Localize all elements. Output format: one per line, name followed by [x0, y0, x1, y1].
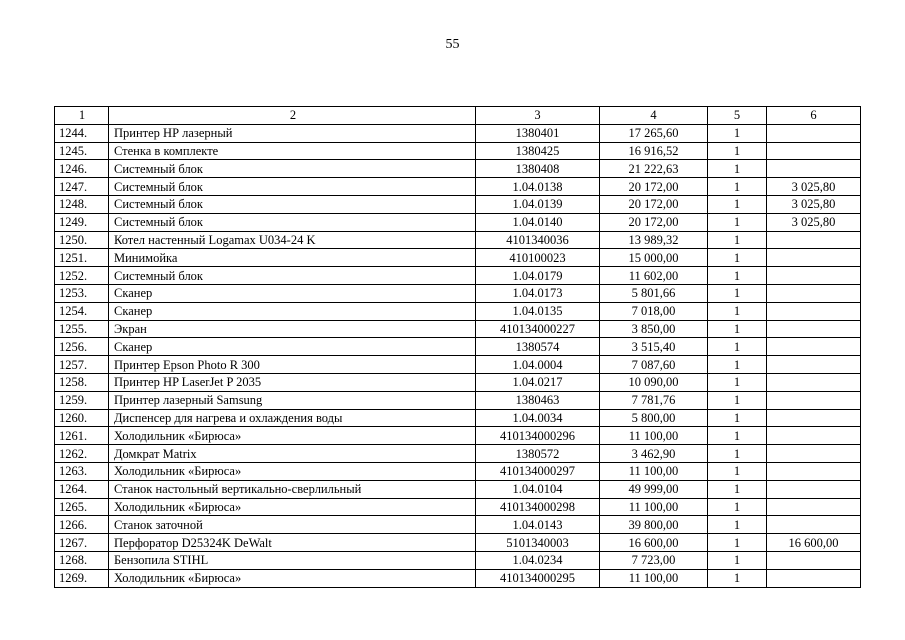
quantity-cell: 1	[708, 213, 767, 231]
quantity-cell: 1	[708, 302, 767, 320]
residual-value-cell	[767, 124, 861, 142]
row-number-cell: 1265.	[55, 498, 109, 516]
table-row	[55, 249, 861, 267]
row-number-cell: 1252.	[55, 267, 109, 285]
residual-value-cell	[767, 516, 861, 534]
amount-cell: 15 000,00	[600, 249, 708, 267]
quantity-cell: 1	[708, 124, 767, 142]
table-row	[55, 267, 861, 285]
amount-cell: 11 100,00	[600, 498, 708, 516]
table-row	[55, 480, 861, 498]
quantity-cell: 1	[708, 462, 767, 480]
amount-cell: 7 781,76	[600, 391, 708, 409]
row-number-cell: 1246.	[55, 160, 109, 178]
row-number-cell: 1260.	[55, 409, 109, 427]
residual-value-cell	[767, 445, 861, 463]
quantity-cell: 1	[708, 267, 767, 285]
residual-value-cell: 16 600,00	[767, 534, 861, 552]
residual-value-cell	[767, 427, 861, 445]
amount-cell: 5 800,00	[600, 409, 708, 427]
table-row	[55, 142, 861, 160]
column-header-5: 5	[708, 107, 767, 125]
item-name-cell: Экран	[109, 320, 476, 338]
amount-cell: 11 602,00	[600, 267, 708, 285]
residual-value-cell	[767, 373, 861, 391]
quantity-cell: 1	[708, 427, 767, 445]
residual-value-cell: 3 025,80	[767, 195, 861, 213]
quantity-cell: 1	[708, 391, 767, 409]
quantity-cell: 1	[708, 178, 767, 196]
quantity-cell: 1	[708, 356, 767, 374]
table-row	[55, 373, 861, 391]
item-name-cell: Холодильник «Бирюса»	[109, 462, 476, 480]
amount-cell: 13 989,32	[600, 231, 708, 249]
residual-value-cell	[767, 160, 861, 178]
amount-cell: 16 600,00	[600, 534, 708, 552]
table-row	[55, 409, 861, 427]
quantity-cell: 1	[708, 409, 767, 427]
table-row	[55, 516, 861, 534]
inventory-code-cell: 4101340036	[476, 231, 600, 249]
table-row	[55, 195, 861, 213]
inventory-code-cell: 1.04.0234	[476, 551, 600, 569]
quantity-cell: 1	[708, 551, 767, 569]
amount-cell: 3 515,40	[600, 338, 708, 356]
item-name-cell: Станок настольный вертикально-сверлильный	[109, 480, 476, 498]
item-name-cell: Системный блок	[109, 213, 476, 231]
row-number-cell: 1268.	[55, 551, 109, 569]
quantity-cell: 1	[708, 160, 767, 178]
quantity-cell: 1	[708, 142, 767, 160]
row-number-cell: 1255.	[55, 320, 109, 338]
quantity-cell: 1	[708, 373, 767, 391]
amount-cell: 7 018,00	[600, 302, 708, 320]
row-number-cell: 1258.	[55, 373, 109, 391]
row-number-cell: 1269.	[55, 569, 109, 587]
residual-value-cell: 3 025,80	[767, 213, 861, 231]
inventory-code-cell: 1380401	[476, 124, 600, 142]
amount-cell: 21 222,63	[600, 160, 708, 178]
inventory-code-cell: 1380408	[476, 160, 600, 178]
item-name-cell: Системный блок	[109, 267, 476, 285]
item-name-cell: Принтер Epson Photo R 300	[109, 356, 476, 374]
inventory-code-cell: 410100023	[476, 249, 600, 267]
residual-value-cell	[767, 302, 861, 320]
inventory-table	[54, 106, 861, 588]
amount-cell: 3 850,00	[600, 320, 708, 338]
item-name-cell: Сканер	[109, 302, 476, 320]
item-name-cell: Принтер HP LaserJet P 2035	[109, 373, 476, 391]
table-row	[55, 124, 861, 142]
item-name-cell: Холодильник «Бирюса»	[109, 427, 476, 445]
amount-cell: 17 265,60	[600, 124, 708, 142]
column-header-6: 6	[767, 107, 861, 125]
amount-cell: 39 800,00	[600, 516, 708, 534]
inventory-code-cell: 410134000227	[476, 320, 600, 338]
residual-value-cell	[767, 338, 861, 356]
amount-cell: 20 172,00	[600, 178, 708, 196]
table-row	[55, 498, 861, 516]
item-name-cell: Системный блок	[109, 178, 476, 196]
item-name-cell: Котел настенный Logamax U034-24 K	[109, 231, 476, 249]
inventory-code-cell: 1380574	[476, 338, 600, 356]
residual-value-cell	[767, 462, 861, 480]
table-row	[55, 445, 861, 463]
row-number-cell: 1261.	[55, 427, 109, 445]
table-row	[55, 231, 861, 249]
inventory-code-cell: 1380425	[476, 142, 600, 160]
table-row	[55, 160, 861, 178]
inventory-code-cell: 1.04.0135	[476, 302, 600, 320]
table-header	[55, 107, 861, 125]
residual-value-cell: 3 025,80	[767, 178, 861, 196]
table-row	[55, 320, 861, 338]
row-number-cell: 1257.	[55, 356, 109, 374]
table-row	[55, 178, 861, 196]
row-number-cell: 1251.	[55, 249, 109, 267]
page-number: 55	[445, 37, 460, 52]
inventory-code-cell: 1.04.0140	[476, 213, 600, 231]
row-number-cell: 1264.	[55, 480, 109, 498]
amount-cell: 7 723,00	[600, 551, 708, 569]
inventory-code-cell: 1.04.0173	[476, 284, 600, 302]
inventory-code-cell: 1380463	[476, 391, 600, 409]
table-row	[55, 462, 861, 480]
column-header-2: 2	[109, 107, 476, 125]
amount-cell: 11 100,00	[600, 462, 708, 480]
row-number-cell: 1259.	[55, 391, 109, 409]
quantity-cell: 1	[708, 534, 767, 552]
row-number-cell: 1256.	[55, 338, 109, 356]
table-row	[55, 338, 861, 356]
inventory-code-cell: 1.04.0004	[476, 356, 600, 374]
amount-cell: 11 100,00	[600, 427, 708, 445]
row-number-cell: 1247.	[55, 178, 109, 196]
amount-cell: 20 172,00	[600, 195, 708, 213]
residual-value-cell	[767, 142, 861, 160]
table-row	[55, 356, 861, 374]
table-row	[55, 213, 861, 231]
inventory-code-cell: 1380572	[476, 445, 600, 463]
quantity-cell: 1	[708, 338, 767, 356]
row-number-cell: 1263.	[55, 462, 109, 480]
item-name-cell: Минимойка	[109, 249, 476, 267]
residual-value-cell	[767, 409, 861, 427]
row-number-cell: 1250.	[55, 231, 109, 249]
amount-cell: 11 100,00	[600, 569, 708, 587]
amount-cell: 7 087,60	[600, 356, 708, 374]
residual-value-cell	[767, 498, 861, 516]
inventory-code-cell: 1.04.0217	[476, 373, 600, 391]
residual-value-cell	[767, 356, 861, 374]
inventory-code-cell: 1.04.0034	[476, 409, 600, 427]
inventory-code-cell: 1.04.0143	[476, 516, 600, 534]
column-header-1: 1	[55, 107, 109, 125]
item-name-cell: Диспенсер для нагрева и охлаждения воды	[109, 409, 476, 427]
inventory-code-cell: 1.04.0104	[476, 480, 600, 498]
row-number-cell: 1245.	[55, 142, 109, 160]
residual-value-cell	[767, 231, 861, 249]
item-name-cell: Станок заточной	[109, 516, 476, 534]
amount-cell: 20 172,00	[600, 213, 708, 231]
row-number-cell: 1244.	[55, 124, 109, 142]
quantity-cell: 1	[708, 445, 767, 463]
table-body	[55, 124, 861, 587]
item-name-cell: Стенка в комплекте	[109, 142, 476, 160]
quantity-cell: 1	[708, 249, 767, 267]
row-number-cell: 1266.	[55, 516, 109, 534]
item-name-cell: Сканер	[109, 284, 476, 302]
quantity-cell: 1	[708, 320, 767, 338]
item-name-cell: Принтер НР лазерный	[109, 124, 476, 142]
amount-cell: 5 801,66	[600, 284, 708, 302]
row-number-cell: 1249.	[55, 213, 109, 231]
quantity-cell: 1	[708, 195, 767, 213]
inventory-code-cell: 410134000298	[476, 498, 600, 516]
table-row	[55, 284, 861, 302]
inventory-code-cell: 5101340003	[476, 534, 600, 552]
item-name-cell: Холодильник «Бирюса»	[109, 569, 476, 587]
inventory-code-cell: 410134000296	[476, 427, 600, 445]
row-number-cell: 1267.	[55, 534, 109, 552]
quantity-cell: 1	[708, 231, 767, 249]
amount-cell: 49 999,00	[600, 480, 708, 498]
table-row	[55, 427, 861, 445]
table-row	[55, 534, 861, 552]
table-row	[55, 569, 861, 587]
item-name-cell: Системный блок	[109, 160, 476, 178]
inventory-code-cell: 410134000295	[476, 569, 600, 587]
residual-value-cell	[767, 551, 861, 569]
column-header-3: 3	[476, 107, 600, 125]
item-name-cell: Домкрат Matrix	[109, 445, 476, 463]
row-number-cell: 1262.	[55, 445, 109, 463]
item-name-cell: Бензопила STIHL	[109, 551, 476, 569]
residual-value-cell	[767, 480, 861, 498]
item-name-cell: Принтер лазерный Samsung	[109, 391, 476, 409]
quantity-cell: 1	[708, 284, 767, 302]
residual-value-cell	[767, 249, 861, 267]
item-name-cell: Системный блок	[109, 195, 476, 213]
header-row	[55, 107, 861, 125]
quantity-cell: 1	[708, 569, 767, 587]
residual-value-cell	[767, 320, 861, 338]
row-number-cell: 1253.	[55, 284, 109, 302]
residual-value-cell	[767, 284, 861, 302]
amount-cell: 3 462,90	[600, 445, 708, 463]
amount-cell: 16 916,52	[600, 142, 708, 160]
item-name-cell: Холодильник «Бирюса»	[109, 498, 476, 516]
item-name-cell: Сканер	[109, 338, 476, 356]
inventory-code-cell: 1.04.0139	[476, 195, 600, 213]
quantity-cell: 1	[708, 498, 767, 516]
inventory-code-cell: 1.04.0138	[476, 178, 600, 196]
item-name-cell: Перфоратор D25324K DeWalt	[109, 534, 476, 552]
inventory-code-cell: 410134000297	[476, 462, 600, 480]
table-row	[55, 302, 861, 320]
amount-cell: 10 090,00	[600, 373, 708, 391]
table-row	[55, 551, 861, 569]
residual-value-cell	[767, 267, 861, 285]
inventory-code-cell: 1.04.0179	[476, 267, 600, 285]
table-row	[55, 391, 861, 409]
row-number-cell: 1254.	[55, 302, 109, 320]
quantity-cell: 1	[708, 480, 767, 498]
column-header-4: 4	[600, 107, 708, 125]
row-number-cell: 1248.	[55, 195, 109, 213]
residual-value-cell	[767, 391, 861, 409]
quantity-cell: 1	[708, 516, 767, 534]
residual-value-cell	[767, 569, 861, 587]
